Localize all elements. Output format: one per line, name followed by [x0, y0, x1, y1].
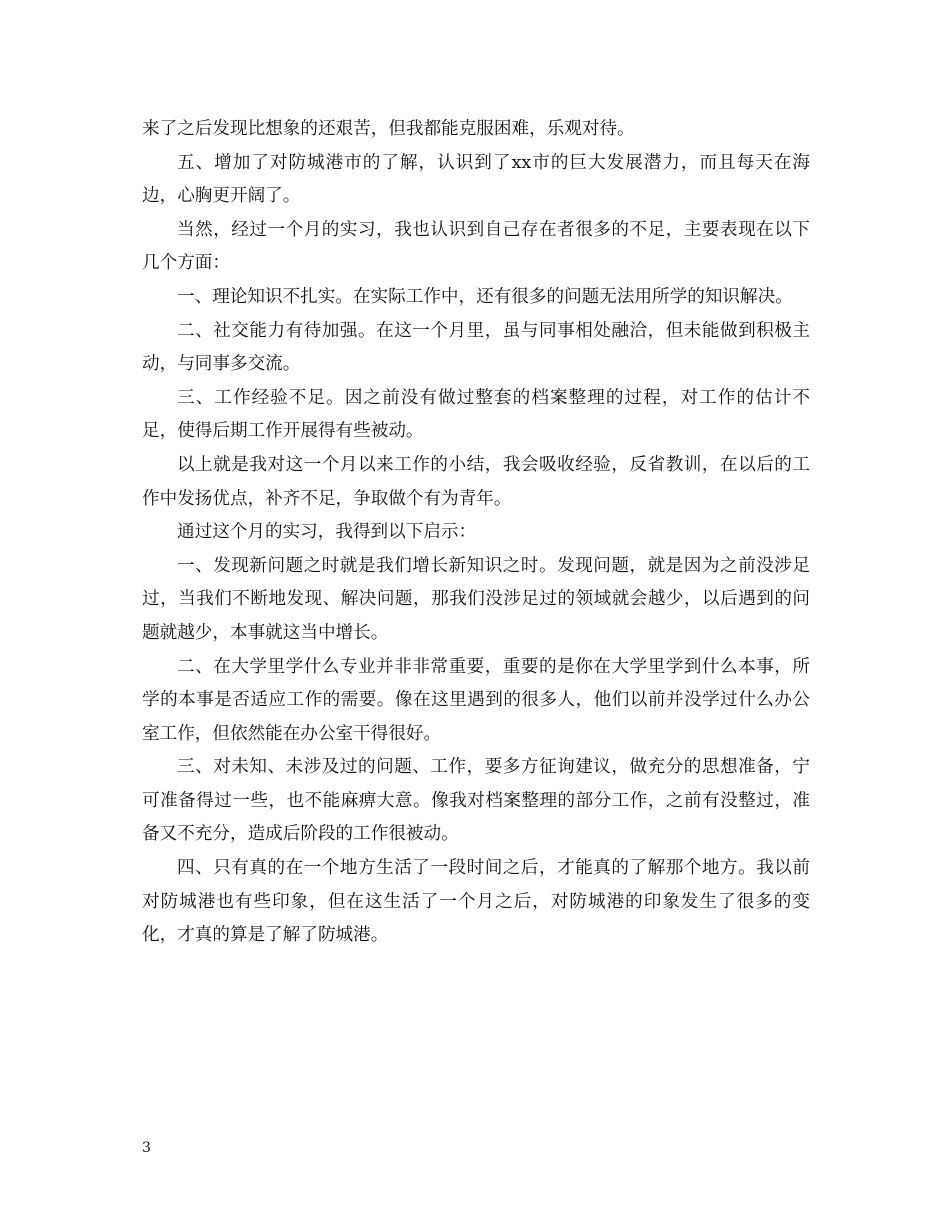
- page-number: 3: [142, 1140, 151, 1156]
- paragraph: 二、在大学里学什么专业并非非常重要，重要的是你在大学里学到什么本事，所学的本事是否适应工作的需要。像在这里遇到的很多人，他们以前并没学过什么办公室工作，但依然能在办公室干得很好。: [142, 656, 810, 744]
- body-text: [142, 113, 810, 953]
- paragraph: 二、社交能力有待加强。在这一个月里，虽与同事相处融洽，但未能做到积极主动，与同事多交流。: [142, 320, 810, 375]
- paragraph: 五、增加了对防城港市的了解，认识到了xx市的巨大发展潜力，而且每天在海边，心胸更开阔了。: [142, 152, 810, 207]
- paragraph: 一、发现新问题之时就是我们增长新知识之时。发现问题，就是因为之前没涉足过，当我们不断地发现、解决问题，那我们没涉足过的领域就会越少，以后遇到的问题就越少，本事就这当中增长。: [142, 555, 810, 643]
- paragraph: 三、工作经验不足。因之前没有做过整套的档案整理的过程，对工作的估计不足，使得后期工作开展得有些被动。: [142, 387, 810, 442]
- paragraph: 一、理论知识不扎实。在实际工作中，还有很多的问题无法用所学的知识解决。: [177, 286, 793, 307]
- paragraph: 三、对未知、未涉及过的问题、工作，要多方征询建议，做充分的思想准备，宁可准备得过一些，也不能麻痹大意。像我对档案整理的部分工作，之前有没整过，准备又不充分，造成后阶段的工作很被动。: [142, 757, 810, 845]
- paragraph: 以上就是我对这一个月以来工作的小结，我会吸收经验，反省教训，在以后的工作中发扬优点，补齐不足，争取做个有为青年。: [142, 454, 810, 509]
- paragraph: 通过这个月的实习，我得到以下启示：: [177, 522, 477, 543]
- paragraph-continuation: 来了之后发现比想象的还艰苦，但我都能克服困难，乐观对待。: [142, 119, 635, 139]
- paragraph: 当然，经过一个月的实习，我也认识到自己存在者很多的不足，主要表现在以下几个方面：: [142, 219, 810, 274]
- paragraph: 四、只有真的在一个地方生活了一段时间之后，才能真的了解那个地方。我以前对防城港也有些印象，但在这生活了一个月之后，对防城港的印象发生了很多的变化，才真的算是了解了防城港。: [142, 858, 810, 946]
